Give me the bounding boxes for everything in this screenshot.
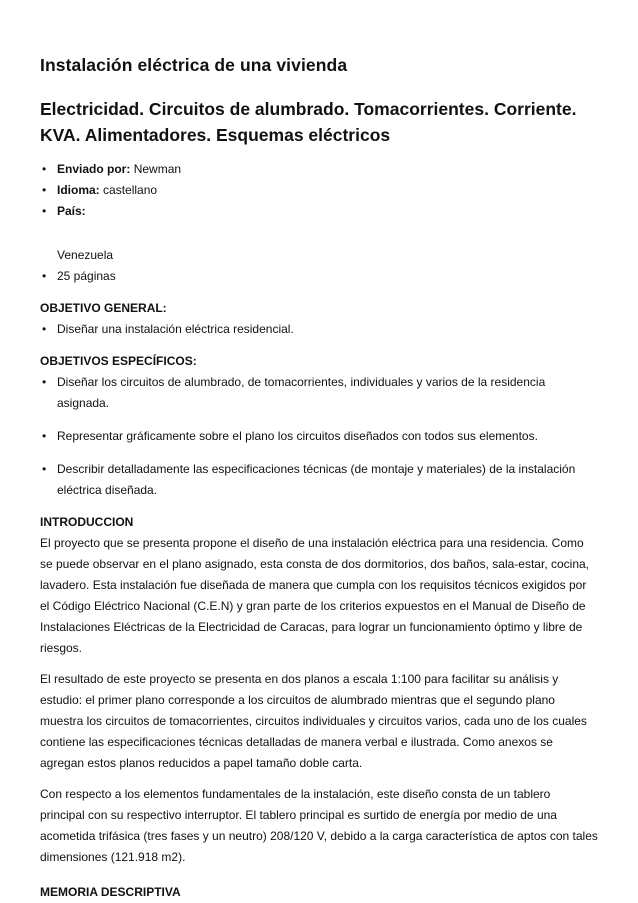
meta-language-label: Idioma: (57, 183, 100, 197)
meta-pages-value: 25 páginas (57, 269, 116, 283)
bullet-icon: • (42, 162, 47, 176)
bullet-icon: • (42, 204, 47, 218)
meta-language (40, 180, 598, 201)
list-item-text: Describir detalladamente las especificaciones técnicas (de montaje y materiales) de la instalación eléctrica diseñada. (57, 462, 576, 497)
bullet-icon: • (42, 462, 47, 476)
meta-sent-by-label: Enviado por: (57, 162, 131, 176)
meta-language-value: castellano (103, 183, 158, 197)
meta-country-value: Venezuela (57, 248, 114, 262)
memoria-descriptiva-heading: MEMORIA DESCRIPTIVA (40, 885, 181, 899)
bullet-icon: • (42, 269, 47, 283)
introduccion-paragraph-1: El proyecto que se presenta propone el diseño de una instalación eléctrica para una residencia. Como se puede observar en el plano asignado, esta consta de dos dormitorios, dos baños, sala-estar, cocina, lavadero. Esta instalación fue diseñada de manera que cumpla con los requisitos técnicos exigidos por el Código Eléctrico Nacional (C.E.N) y gran parte de los criterios expuestos en el Manual de Diseño de Instalaciones Eléctricas de la Electricidad de Caracas, para lograr un funcionamiento óptimo y libre de riesgos. (40, 536, 590, 655)
list-item (40, 319, 598, 340)
metadata-list (40, 159, 598, 287)
objetivos-especificos-heading: OBJETIVOS ESPECÍFICOS: (40, 354, 197, 368)
bullet-icon: • (42, 322, 47, 336)
list-item-text: Representar gráficamente sobre el plano los circuitos diseñados con todos sus elementos. (57, 429, 538, 443)
list-item (40, 459, 598, 501)
meta-pages (40, 266, 598, 287)
meta-country-label: País: (57, 204, 86, 218)
introduccion-paragraph-2: El resultado de este proyecto se presenta en dos planos a escala 1:100 para facilitar su análisis y estudio: el primer plano corresponde a los circuitos de alumbrado mientras que el segundo plano muestra los circuitos de tomacorrientes, circuitos individuales y circuitos varios, cada uno de los cuales contiene las especificaciones técnicas detalladas de manera verbal e ilustrada. Como anexos se agregan estos planos reducidos a papel tamaño doble carta. (40, 672, 587, 770)
list-item-text: Diseñar los circuitos de alumbrado, de tomacorrientes, individuales y varios de la residencia asignada. (57, 375, 546, 410)
objetivo-general-heading: OBJETIVO GENERAL: (40, 301, 167, 315)
meta-country (40, 201, 598, 266)
meta-sent-by (40, 159, 598, 180)
objetivos-especificos-list (40, 372, 598, 501)
meta-sent-by-value[interactable]: Newman (133, 162, 182, 176)
document-subtitle: Electricidad. Circuitos de alumbrado. Tomacorrientes. Corriente. KVA. Alimentadores. Esquemas eléctricos (40, 99, 577, 145)
objetivo-general-list (40, 319, 598, 340)
list-item (40, 426, 598, 447)
bullet-icon: • (42, 429, 47, 443)
list-item (40, 372, 598, 414)
bullet-icon: • (42, 375, 47, 389)
introduccion-heading: INTRODUCCION (40, 515, 134, 529)
bullet-icon: • (42, 183, 47, 197)
document-title: Instalación eléctrica de una vivienda (40, 55, 348, 75)
introduccion-paragraph-3: Con respecto a los elementos fundamentales de la instalación, este diseño consta de un tablero principal con su respectivo interruptor. El tablero principal es surtido de energía por medio de una acometida trifásica (tres fases y un neutro) 208/120 V, debido a la carga característica de aptos con tales dimensiones (121.918 m2). (40, 787, 598, 864)
list-item-text: Diseñar una instalación eléctrica residencial. (57, 322, 294, 336)
